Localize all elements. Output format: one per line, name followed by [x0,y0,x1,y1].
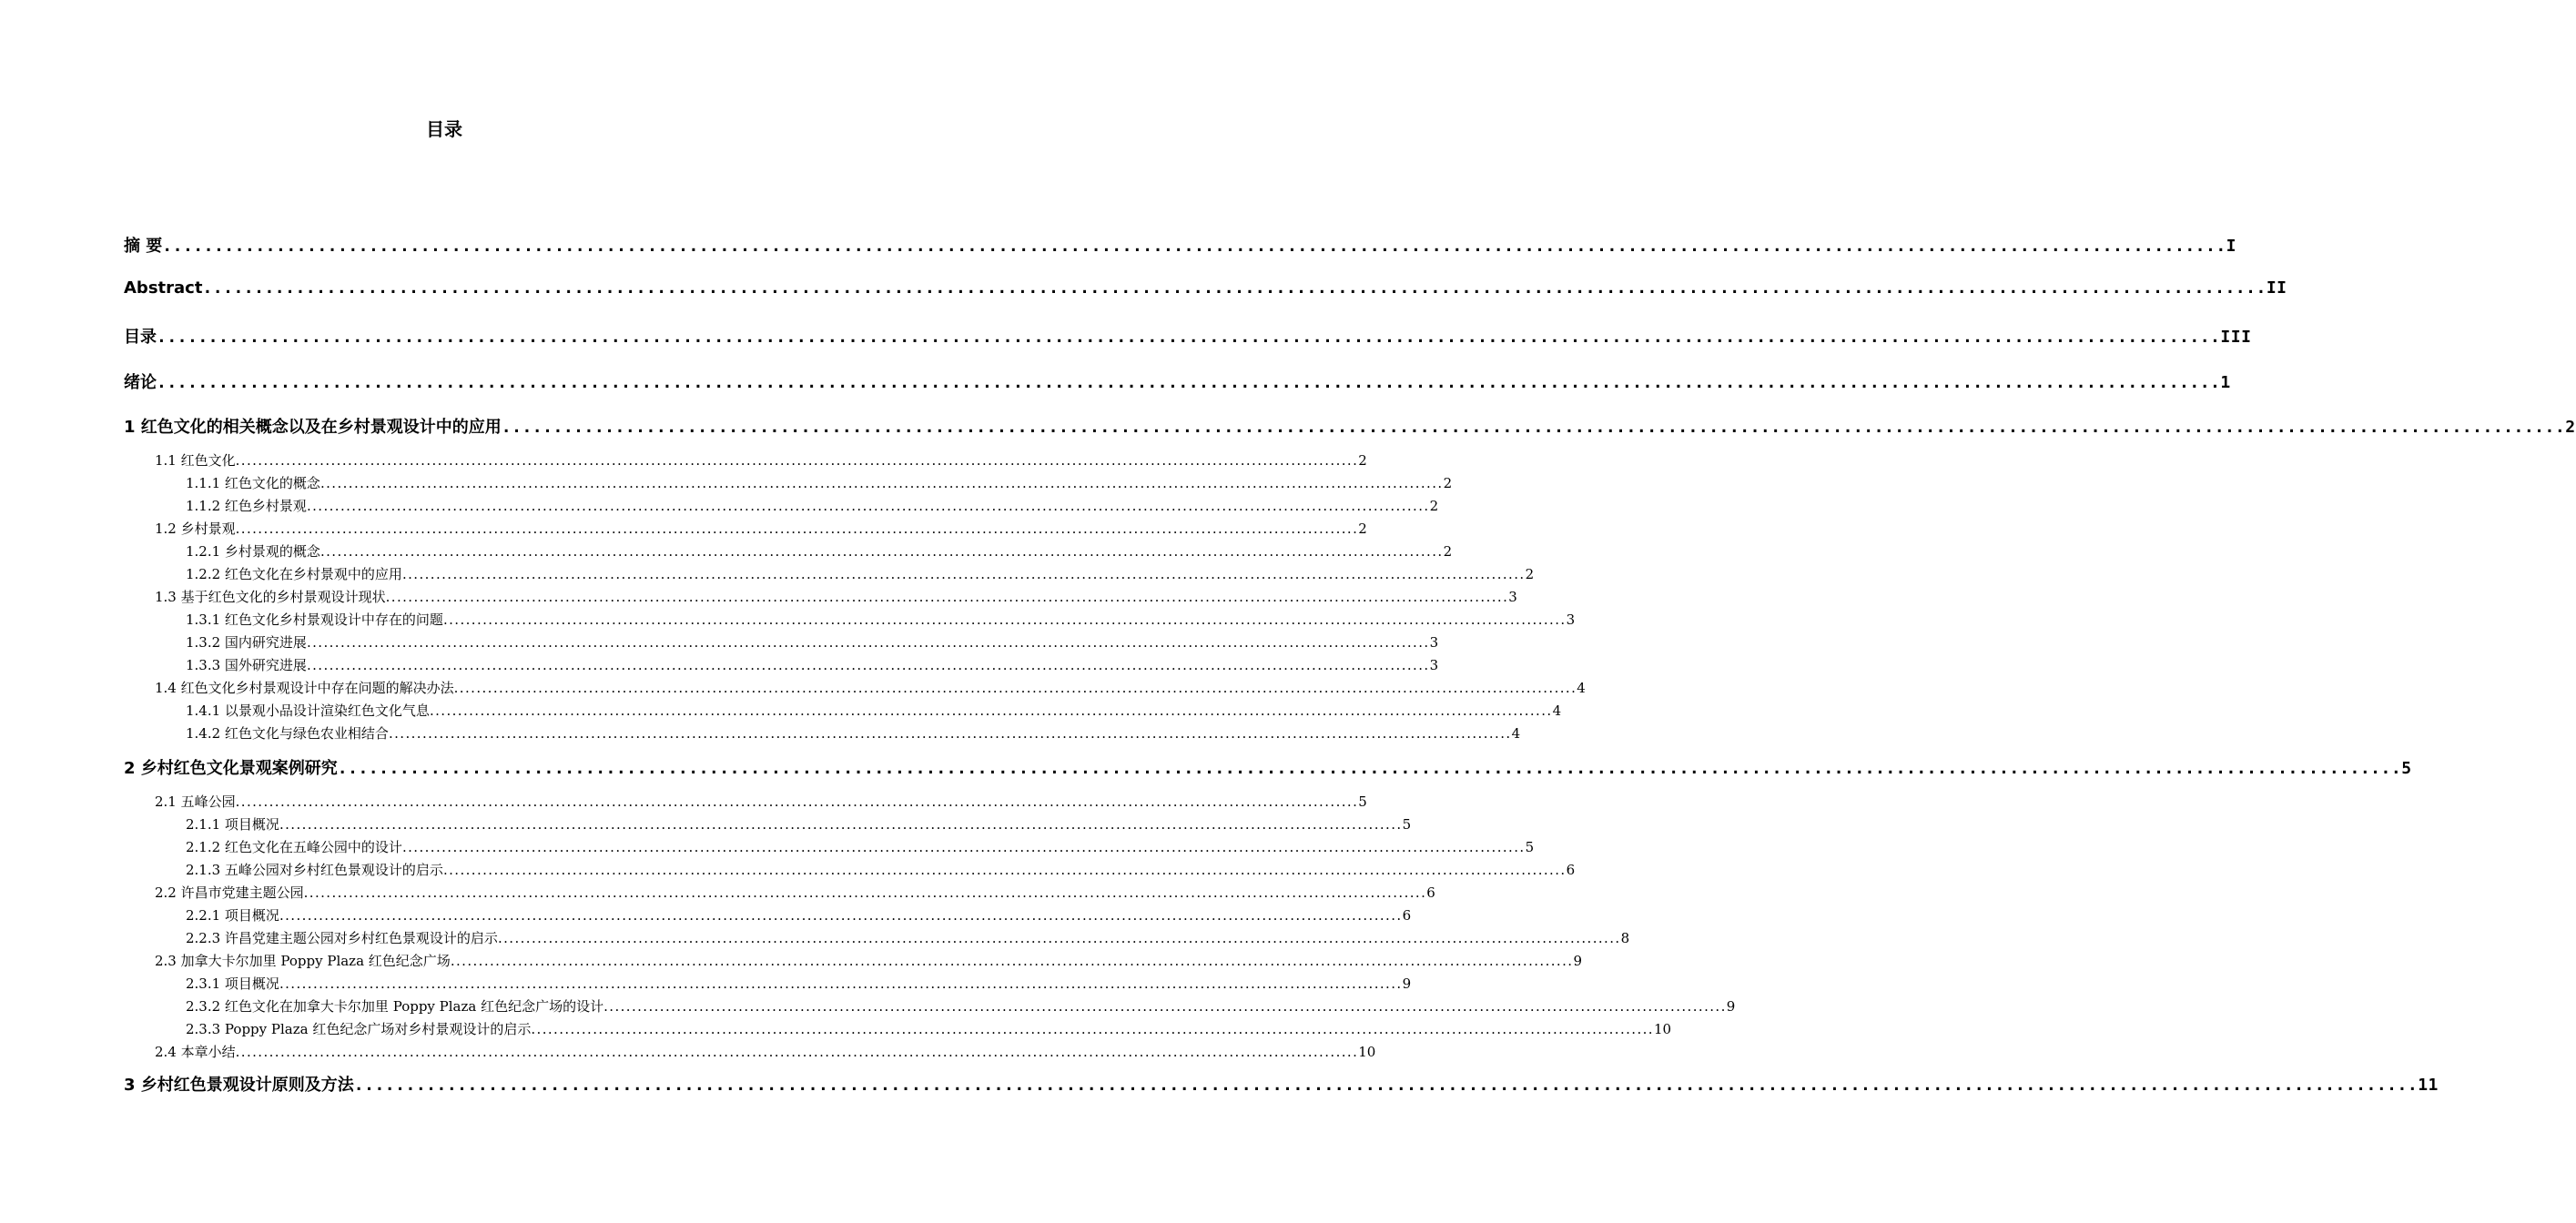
toc-entry[interactable] [186,860,1576,879]
toc-entry[interactable] [124,278,2287,298]
toc-entry-title: 1.1 红色文化 [155,452,236,469]
dot-leader: ........................................................................................................................................................................................................ [235,1044,1359,1060]
dot-leader: ........................................................................................................................................................................................................ [385,589,1509,605]
toc-entry-title: 2.2.1 项目概况 [186,907,279,924]
toc-entry-title: 2.2 许昌市党建主题公园 [155,884,304,901]
toc-page-number: 2 [1429,498,1439,514]
toc-entry[interactable] [186,837,1535,856]
toc-entry[interactable] [124,755,2412,779]
toc-entry[interactable] [186,1019,1672,1038]
toc-entry[interactable] [155,951,1582,970]
dot-leader: ........................................................................................................................................................................................................ [450,953,1574,969]
toc-entry[interactable] [186,655,1439,674]
toc-entry-title: 1.2 乡村景观 [155,521,236,537]
dot-leader: ........................................................................................................................................................................................................ [501,418,2566,437]
toc-page-number: 5 [1525,839,1535,855]
toc-page-number: 2 [1443,475,1453,491]
toc-page-number: 11 [2418,1076,2439,1095]
toc-entry-title: 2.1.2 红色文化在五峰公园中的设计 [186,839,402,855]
toc-page-number: 2 [1443,543,1453,560]
toc-page-number: I [2226,237,2237,256]
toc-page-number: 2 [2565,418,2576,437]
toc-entry[interactable] [155,883,1435,902]
toc-entry-title: 2.3.2 红色文化在加拿大卡尔加里 Poppy Plaza 红色纪念广场的设计 [186,998,604,1015]
dot-leader: ........................................................................................................................................................................................................ [306,657,1430,673]
toc-entry[interactable] [186,905,1412,925]
dot-leader: ........................................................................................................................................................................................................ [235,452,1359,469]
toc-page-number: 6 [1426,884,1435,901]
dot-leader: ........................................................................................................................................................................................................ [531,1021,1654,1037]
dot-leader: ........................................................................................................................................................................................................ [497,930,1621,946]
toc-page-number: 5 [1402,816,1412,833]
dot-leader: ........................................................................................................................................................................................................ [306,634,1430,651]
toc-entry-title: 1.1.1 红色文化的概念 [186,475,320,491]
toc-entry-title: 2.1.1 项目概况 [186,816,279,833]
toc-entry-title: 3 乡村红色景观设计原则及方法 [124,1076,354,1095]
toc-entry-title: 绪论 [124,373,157,392]
toc-entry[interactable] [186,814,1412,834]
dot-leader: ........................................................................................................................................................................................................ [202,278,2267,298]
toc-entry-title: 1.3 基于红色文化的乡村景观设计现状 [155,589,386,605]
toc-entry[interactable] [186,541,1453,561]
dot-leader: ........................................................................................................................................................................................................ [306,498,1430,514]
toc-page-number: 4 [1577,680,1586,696]
toc-page-number: 6 [1402,907,1412,924]
toc-entry-title: 1.2.1 乡村景观的概念 [186,543,320,560]
dot-leader: ........................................................................................................................................................................................................ [603,998,1727,1015]
toc-entry-title: 2.3.3 Poppy Plaza 红色纪念广场对乡村景观设计的启示 [186,1021,532,1037]
toc-page-number: 2 [1358,521,1367,537]
toc-entry[interactable] [124,414,2576,438]
dot-leader: ........................................................................................................................................................................................................ [401,566,1526,582]
toc-page-number: 10 [1653,1021,1672,1037]
toc-page-number: 3 [1508,589,1517,605]
toc-entry[interactable] [186,564,1535,583]
dot-leader: ........................................................................................................................................................................................................ [429,702,1553,719]
toc-entry[interactable] [186,723,1521,743]
toc-page-number: 5 [2401,759,2412,778]
dot-leader: ........................................................................................................................................................................................................ [303,884,1427,901]
toc-entry-title: 2.2.3 许昌党建主题公园对乡村红色景观设计的启示 [186,930,498,946]
toc-page-number: 2 [1358,452,1367,469]
toc-entry[interactable] [155,792,1367,811]
dot-leader: ........................................................................................................................................................................................................ [162,237,2226,256]
toc-page-number: 6 [1566,862,1576,878]
toc-page-number: 2 [1525,566,1535,582]
toc-entry[interactable] [186,632,1439,652]
toc-entry-title: 2 乡村红色文化景观案例研究 [124,759,338,778]
toc-page-number: II [2266,278,2287,298]
toc-entry-title: 2.3.1 项目概况 [186,975,279,992]
toc-entry[interactable] [186,496,1439,515]
toc-page-number: 10 [1358,1044,1376,1060]
toc-entry[interactable] [155,450,1367,470]
toc-entry[interactable] [124,1072,2439,1096]
toc-entry[interactable] [124,369,2231,393]
toc-entry-title: 目录 [124,328,157,347]
toc-entry-title: 1.3.2 国内研究进展 [186,634,307,651]
toc-entry-title: 2.4 本章小结 [155,1044,236,1060]
toc-entry-title: 2.1 五峰公园 [155,793,236,810]
toc-page-number: III [2220,328,2252,347]
toc-entry[interactable] [124,324,2252,348]
toc-entry[interactable] [155,678,1586,697]
toc-entry[interactable] [155,587,1517,606]
dot-leader: ........................................................................................................................................................................................................ [279,907,1403,924]
dot-leader: ........................................................................................................................................................................................................ [235,521,1359,537]
dot-leader: ........................................................................................................................................................................................................ [157,373,2221,392]
dot-leader: ........................................................................................................................................................................................................ [235,793,1359,810]
toc-entry-title: 1.4.2 红色文化与绿色农业相结合 [186,725,389,742]
toc-entry[interactable] [186,701,1562,720]
dot-leader: ........................................................................................................................................................................................................ [442,862,1567,878]
toc-page-number: 4 [1511,725,1521,742]
toc-entry-title: 1.1.2 红色乡村景观 [186,498,307,514]
dot-leader: ........................................................................................................................................................................................................ [279,816,1403,833]
toc-entry[interactable] [186,974,1412,993]
toc-entry-title: 1.4.1 以景观小品设计渲染红色文化气息 [186,702,430,719]
toc-entry-title: 1.3.3 国外研究进展 [186,657,307,673]
toc-page-number: 9 [1726,998,1736,1015]
toc-entry-title: 摘 要 [124,237,163,256]
dot-leader: ........................................................................................................................................................................................................ [453,680,1577,696]
toc-entry[interactable] [186,928,1630,947]
dot-leader: ........................................................................................................................................................................................................ [388,725,1512,742]
toc-entry[interactable] [186,473,1453,492]
toc-page-number: 4 [1552,702,1562,719]
toc-page-number: 3 [1429,657,1439,673]
toc-page-number: 1 [2220,373,2231,392]
toc-page-number: 3 [1566,612,1576,628]
dot-leader: ........................................................................................................................................................................................................ [319,475,1444,491]
toc-page-number: 8 [1620,930,1630,946]
toc-entry-title: 2.1.3 五峰公园对乡村红色景观设计的启示 [186,862,443,878]
dot-leader: ........................................................................................................................................................................................................ [353,1076,2419,1095]
toc-entry-title: 1.3.1 红色文化乡村景观设计中存在的问题 [186,612,443,628]
toc-entry[interactable] [155,1042,1376,1061]
toc-entry-title: Abstract [124,278,203,298]
toc-entry-title: 2.3 加拿大卡尔加里 Poppy Plaza 红色纪念广场 [155,953,451,969]
toc-entry[interactable] [186,610,1576,629]
toc-entry[interactable] [124,233,2237,257]
dot-leader: ........................................................................................................................................................................................................ [401,839,1526,855]
dot-leader: ........................................................................................................................................................................................................ [279,975,1403,992]
dot-leader: ........................................................................................................................................................................................................ [337,759,2402,778]
dot-leader: ........................................................................................................................................................................................................ [319,543,1444,560]
toc-entry-title: 1.2.2 红色文化在乡村景观中的应用 [186,566,402,582]
toc-entry-title: 1.4 红色文化乡村景观设计中存在问题的解决办法 [155,680,454,696]
toc-page-number: 9 [1573,953,1582,969]
toc-entry[interactable] [186,996,1736,1016]
toc-page-number: 5 [1358,793,1367,810]
toc-page-number: 9 [1402,975,1412,992]
dot-leader: ........................................................................................................................................................................................................ [157,328,2221,347]
page-title: 目录 [426,118,462,140]
toc-entry-title: 1 红色文化的相关概念以及在乡村景观设计中的应用 [124,418,502,437]
toc-entry[interactable] [155,519,1367,538]
toc-page-number: 3 [1429,634,1439,651]
dot-leader: ........................................................................................................................................................................................................ [442,612,1567,628]
